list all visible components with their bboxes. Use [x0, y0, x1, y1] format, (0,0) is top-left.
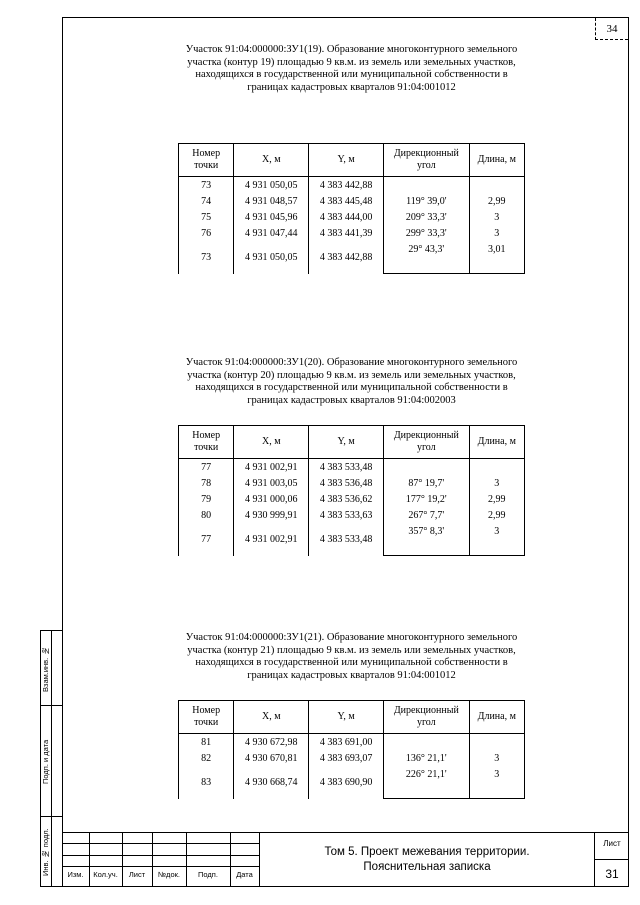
- segment-angle: 29° 43,3': [384, 241, 470, 257]
- point-y: 4 383 536,62: [309, 491, 384, 507]
- segment-angle: 119° 39,0': [384, 193, 470, 209]
- header-length: Длина, м: [469, 426, 524, 459]
- point-y: 4 383 442,88: [309, 177, 384, 194]
- header-point: Номер точки: [179, 144, 234, 177]
- section-contour-20: [178, 357, 525, 407]
- segment-angle: 357° 8,3': [384, 523, 470, 539]
- point-y: 4 383 441,39: [309, 225, 384, 241]
- document-title: [259, 833, 594, 887]
- header-angle: Дирекционный угол: [384, 144, 470, 177]
- sheet-box: [594, 833, 629, 887]
- stamp-col-data: Дата: [236, 870, 253, 879]
- header-x: X, м: [234, 426, 309, 459]
- section-contour-21: [178, 632, 525, 682]
- point-number: 79: [179, 491, 234, 507]
- side-field-inv: [40, 817, 62, 887]
- header-y: Y, м: [309, 426, 384, 459]
- angle-empty: [384, 734, 470, 751]
- table-header-row: [179, 701, 525, 734]
- point-y: 4 383 690,90: [309, 766, 384, 799]
- point-number: 82: [179, 750, 234, 766]
- sheet-label: Лист: [603, 839, 621, 848]
- header-angle: Дирекционный угол: [384, 426, 470, 459]
- point-x: 4 931 048,57: [234, 193, 309, 209]
- side-label: Инв. № подл.: [41, 828, 50, 876]
- point-x: 4 931 050,05: [234, 241, 309, 274]
- segment-angle: 87° 19,7': [384, 475, 470, 491]
- section-heading: Участок 91:04:000000:ЗУ1(20). Образование многоконтурного земельного участка (контур 20) площадью 9 кв.м. из земель или земельных участков, находящихся в государственной или муниципальной собственности в границах кадастровых кварталов 91:04:002003: [185, 357, 518, 406]
- point-number: 74: [179, 193, 234, 209]
- angle-empty: [384, 257, 470, 274]
- point-x: 4 931 003,05: [234, 475, 309, 491]
- stamp-col-podp: Подп.: [198, 870, 218, 879]
- sheet-number: 31: [595, 859, 629, 888]
- segment-angle: 267° 7,7': [384, 507, 470, 523]
- title-line-1: Том 5. Проект межевания территории.: [324, 846, 530, 858]
- header-length: Длина, м: [469, 144, 524, 177]
- point-number: 81: [179, 734, 234, 751]
- table-row: [179, 177, 525, 194]
- table-header-row: [179, 144, 525, 177]
- coords-table-19: [178, 143, 525, 274]
- length-empty: [469, 782, 524, 799]
- segment-length: 2,99: [469, 491, 524, 507]
- point-x: 4 930 999,91: [234, 507, 309, 523]
- length-empty: [469, 539, 524, 556]
- segment-length: 3: [469, 766, 524, 782]
- angle-empty: [384, 177, 470, 194]
- header-length: Длина, м: [469, 701, 524, 734]
- length-empty: [469, 734, 524, 751]
- section-contour-19: [178, 44, 525, 94]
- segment-angle: 177° 19,2': [384, 491, 470, 507]
- stamp-col-izm: Изм.: [67, 870, 84, 879]
- point-x: 4 931 002,91: [234, 459, 309, 476]
- side-field-podp: [40, 706, 62, 817]
- segment-angle: 209° 33,3': [384, 209, 470, 225]
- point-y: 4 383 693,07: [309, 750, 384, 766]
- angle-empty: [384, 459, 470, 476]
- segment-length: 2,99: [469, 193, 524, 209]
- point-number: 77: [179, 459, 234, 476]
- point-y: 4 383 536,48: [309, 475, 384, 491]
- point-y: 4 383 445,48: [309, 193, 384, 209]
- table-row: [179, 459, 525, 476]
- length-empty: [469, 177, 524, 194]
- segment-length: 3,01: [469, 241, 524, 257]
- header-point: Номер точки: [179, 701, 234, 734]
- point-y: 4 383 691,00: [309, 734, 384, 751]
- header-y: Y, м: [309, 144, 384, 177]
- length-empty: [469, 257, 524, 274]
- point-number: 73: [179, 241, 234, 274]
- point-number: 76: [179, 225, 234, 241]
- point-x: 4 930 672,98: [234, 734, 309, 751]
- side-label: Взам.инв. №: [41, 646, 50, 692]
- table-header-row: [179, 426, 525, 459]
- angle-empty: [384, 539, 470, 556]
- header-x: X, м: [234, 144, 309, 177]
- side-label: Подп. и дата: [41, 739, 50, 785]
- point-y: 4 383 533,48: [309, 523, 384, 556]
- header-angle: Дирекционный угол: [384, 701, 470, 734]
- coords-table-20: [178, 425, 525, 556]
- section-heading: Участок 91:04:000000:ЗУ1(19). Образование многоконтурного земельного участка (контур 19) площадью 9 кв.м. из земель или земельных участков, находящихся в государственной или муниципальной собственности в границах кадастровых кварталов 91:04:001012: [185, 44, 518, 93]
- point-number: 83: [179, 766, 234, 799]
- point-number: 77: [179, 523, 234, 556]
- header-point: Номер точки: [179, 426, 234, 459]
- point-x: 4 931 047,44: [234, 225, 309, 241]
- side-field-vzam: [40, 630, 62, 706]
- point-x: 4 930 670,81: [234, 750, 309, 766]
- point-number: 80: [179, 507, 234, 523]
- length-empty: [469, 459, 524, 476]
- segment-angle: 226° 21,1': [384, 766, 470, 782]
- point-number: 75: [179, 209, 234, 225]
- segment-length: 3: [469, 475, 524, 491]
- point-y: 4 383 442,88: [309, 241, 384, 274]
- point-x: 4 931 050,05: [234, 177, 309, 194]
- point-y: 4 383 444,00: [309, 209, 384, 225]
- point-number: 78: [179, 475, 234, 491]
- stamp-col-list: Лист: [128, 870, 146, 879]
- segment-angle: 299° 33,3': [384, 225, 470, 241]
- stamp-col-ndok: №док.: [158, 870, 180, 879]
- page-number: 34: [595, 18, 628, 40]
- point-x: 4 931 045,96: [234, 209, 309, 225]
- header-y: Y, м: [309, 701, 384, 734]
- segment-length: 3: [469, 750, 524, 766]
- segment-length: 2,99: [469, 507, 524, 523]
- stamp-grid: [62, 833, 259, 887]
- point-y: 4 383 533,48: [309, 459, 384, 476]
- section-heading: Участок 91:04:000000:ЗУ1(21). Образование многоконтурного земельного участка (контур 21) площадью 9 кв.м. из земель или земельных участков, находящихся в государственной или муниципальной собственности в границах кадастровых кварталов 91:04:001012: [185, 632, 518, 681]
- angle-empty: [384, 782, 470, 799]
- segment-length: 3: [469, 225, 524, 241]
- coords-table-21: [178, 700, 525, 799]
- segment-length: 3: [469, 209, 524, 225]
- point-y: 4 383 533,63: [309, 507, 384, 523]
- title-block: [62, 832, 629, 887]
- segment-length: 3: [469, 523, 524, 539]
- point-number: 73: [179, 177, 234, 194]
- segment-angle: 136° 21,1': [384, 750, 470, 766]
- table-row: [179, 734, 525, 751]
- point-x: 4 930 668,74: [234, 766, 309, 799]
- header-x: X, м: [234, 701, 309, 734]
- stamp-col-koluch: Кол.уч.: [93, 870, 118, 879]
- title-line-2: Пояснительная записка: [363, 861, 491, 873]
- point-x: 4 931 000,06: [234, 491, 309, 507]
- point-x: 4 931 002,91: [234, 523, 309, 556]
